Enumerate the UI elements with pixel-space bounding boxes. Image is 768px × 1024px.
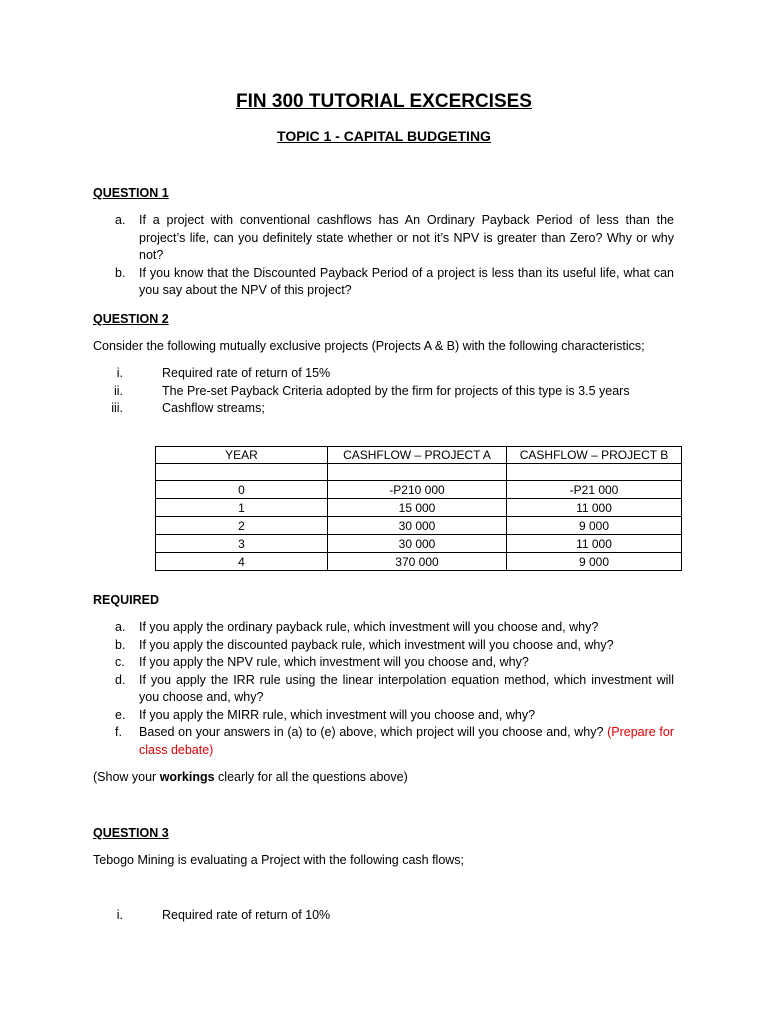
table-cell: -P210 000 — [328, 481, 507, 499]
table-cell: 9 000 — [507, 517, 682, 535]
table-row — [156, 517, 682, 535]
list-marker: e. — [115, 707, 126, 722]
column-header-year: YEAR — [156, 447, 328, 464]
list-item — [93, 672, 674, 707]
list-item — [93, 724, 674, 759]
list-item-text: If a project with conventional cashflows has An Ordinary Payback Period of less than the project’s life, can you definitely state whether or not it’s NPV is greater than Zero? Why or why not? — [139, 213, 674, 262]
table-header-row — [156, 447, 682, 464]
topic-subtitle: TOPIC 1 - CAPITAL BUDGETING — [277, 128, 491, 144]
table-cell: 4 — [156, 553, 328, 571]
list-item — [93, 707, 674, 725]
table-cell: 30 000 — [328, 517, 507, 535]
table-spacer-row — [156, 464, 682, 481]
table-cell — [156, 464, 328, 481]
list-item-text: Required rate of return of 10% — [162, 908, 331, 922]
table-row — [156, 553, 682, 571]
workings-suffix: clearly for all the questions above) — [214, 770, 408, 784]
list-item-text: If you apply the MIRR rule, which investment will you choose and, why? — [139, 707, 536, 722]
workings-instruction — [93, 769, 678, 787]
list-item — [93, 654, 674, 672]
question-1-list — [93, 212, 674, 300]
question-2-characteristics — [93, 365, 674, 418]
list-marker: b. — [115, 637, 126, 652]
list-item — [93, 619, 674, 637]
required-list — [93, 619, 674, 759]
list-marker: a. — [115, 620, 126, 634]
document-title: FIN 300 TUTORIAL EXCERCISES — [236, 91, 532, 112]
list-item — [93, 265, 674, 300]
column-header-project-a: CASHFLOW – PROJECT A — [328, 447, 507, 464]
list-item — [93, 212, 674, 265]
list-marker: a. — [115, 213, 126, 227]
list-marker: b. — [115, 265, 126, 280]
question-2-intro: Consider the following mutually exclusive projects (Projects A & B) with the following characteristics; — [93, 339, 645, 353]
list-item-text: If you apply the discounted payback rule, which investment will you choose and, why? — [139, 637, 614, 652]
question-3-intro: Tebogo Mining is evaluating a Project with the following cash flows; — [93, 853, 465, 867]
table-cell: 9 000 — [507, 553, 682, 571]
table-row — [156, 535, 682, 553]
list-item — [93, 383, 674, 401]
table-cell — [328, 464, 507, 481]
list-marker: i. — [116, 908, 123, 922]
list-marker: ii. — [113, 383, 123, 398]
list-marker: i. — [116, 366, 123, 380]
list-item-text: Cashflow streams; — [162, 401, 265, 415]
table-cell: 370 000 — [328, 553, 507, 571]
table-cell: 3 — [156, 535, 328, 553]
list-item — [93, 400, 674, 418]
table-cell: -P21 000 — [507, 481, 682, 499]
cashflow-table — [155, 446, 682, 571]
list-marker: c. — [115, 655, 125, 669]
list-item-text: If you know that the Discounted Payback Period of a project is less than its useful life, what can you say about the NPV of this project? — [139, 265, 674, 297]
table-cell — [507, 464, 682, 481]
list-item — [93, 637, 674, 655]
question-1-heading: QUESTION 1 — [93, 186, 169, 200]
question-2-heading: QUESTION 2 — [93, 312, 169, 326]
table-cell: 11 000 — [507, 535, 682, 553]
table-cell: 1 — [156, 499, 328, 517]
list-marker: iii. — [111, 401, 123, 415]
question-3-characteristics — [93, 907, 674, 925]
workings-prefix: (Show your — [93, 770, 160, 784]
workings-bold: workings — [159, 770, 215, 784]
list-marker: d. — [115, 672, 126, 687]
list-item-text: If you apply the IRR rule using the linear interpolation equation method, which investment will you choose and, why? — [139, 672, 674, 704]
table-cell: 2 — [156, 517, 328, 535]
table-cell: 11 000 — [507, 499, 682, 517]
question-3-heading: QUESTION 3 — [93, 826, 169, 840]
list-item — [93, 907, 674, 925]
table-row — [156, 499, 682, 517]
column-header-project-b: CASHFLOW – PROJECT B — [507, 447, 682, 464]
list-marker: f. — [115, 725, 122, 739]
list-item-text: If you apply the NPV rule, which investment will you choose and, why? — [139, 655, 529, 669]
list-item-text: Based on your answers in (a) to (e) above, which project will you choose and, why? — [139, 725, 604, 739]
class-debate-note: (Prepare for class debate) — [139, 725, 674, 757]
list-item-text: The Pre-set Payback Criteria adopted by the firm for projects of this type is 3.5 years — [162, 383, 630, 398]
table-cell: 30 000 — [328, 535, 507, 553]
list-item-text: If you apply the ordinary payback rule, which investment will you choose and, why? — [139, 620, 599, 634]
list-item-text: Required rate of return of 15% — [162, 366, 331, 380]
table-cell: 0 — [156, 481, 328, 499]
list-item — [93, 365, 674, 383]
table-row — [156, 481, 682, 499]
table-cell: 15 000 — [328, 499, 507, 517]
required-heading: REQUIRED — [93, 593, 159, 607]
